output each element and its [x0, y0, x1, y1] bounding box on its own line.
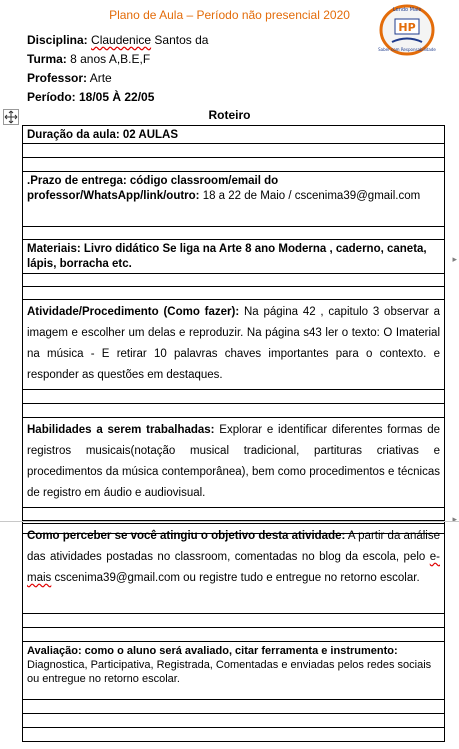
disciplina-line: Disciplina: Claudenice Santos da [27, 33, 209, 47]
prazo-row: .Prazo de entrega: código classroom/email do professor/WhatsApp/link/outro: 18 a 22 de Maio / cscenima39@gmail.com [23, 172, 444, 227]
page-break [0, 521, 459, 522]
empty-row [23, 628, 444, 642]
empty-row [23, 728, 444, 742]
empty-row [23, 614, 444, 628]
habilidades-row: Habilidades a serem trabalhadas: Explorar e identificar diferentes formas de registros musicais(notação musical tradicional, partituras criativas e procedimentos da música contemporânea), bem como procedimentos e técnicas de registro em áudio e audiovisual. [23, 418, 444, 508]
professor-line: Professor: Arte [27, 71, 112, 85]
row-end-marker-icon: ▸ [452, 514, 457, 524]
duracao-row: Duração da aula: 02 AULAS [23, 126, 444, 144]
perceber-row: Como perceber se você atingiu o objetivo desta atividade: A partir da análise das atividades postadas no classroom, comentadas no blog da escola, pelo e-mais cscenima39@gmail.com ou registre tudo e entregue no retorno escolar. [23, 524, 444, 614]
empty-row [23, 700, 444, 714]
empty-row [23, 390, 444, 404]
periodo-line: Período: 18/05 À 22/05 [27, 90, 155, 104]
svg-text:Saber com Responsabilidade: Saber com Responsabilidade [378, 47, 436, 52]
empty-row [23, 158, 444, 172]
empty-row [23, 287, 444, 300]
materiais-row: Materiais: Livro didático Se liga na Arte 8 ano Moderna , caderno, caneta, lápis, borracha etc. [23, 240, 444, 274]
row-end-marker-icon: ▸ [452, 254, 457, 264]
empty-row [23, 144, 444, 158]
svg-text:Lendo Mais: Lendo Mais [392, 7, 422, 13]
school-logo [378, 2, 436, 56]
roteiro-heading: Roteiro [208, 108, 251, 122]
svg-text:HP: HP [398, 21, 416, 34]
atividade-row: Atividade/Procedimento (Como fazer): Na página 42 , capitulo 3 observar a imagem e escolher um delas e reproduzir. Na página s43 ler o texto: O Imaterial na música - E retirar 10 palavras chaves importantes para o contexto. e responder as questões em destaques. [23, 300, 444, 390]
empty-row [23, 227, 444, 240]
page-title: Plano de Aula – Período não presencial 2020 [109, 8, 350, 22]
avaliacao-row: Avaliação: como o aluno será avaliado, citar ferramenta e instrumento: Diagnostica, Participativa, Registrada, Comentadas e enviadas pelos redes sociais ou entregue no retorno escolar. [23, 642, 444, 700]
empty-row [23, 714, 444, 728]
roteiro-table-continued [22, 523, 445, 742]
empty-row [23, 274, 444, 287]
turma-line: Turma: 8 anos A,B.E,F [27, 52, 151, 66]
empty-row [23, 404, 444, 418]
roteiro-table [22, 125, 445, 534]
empty-row [23, 508, 444, 521]
